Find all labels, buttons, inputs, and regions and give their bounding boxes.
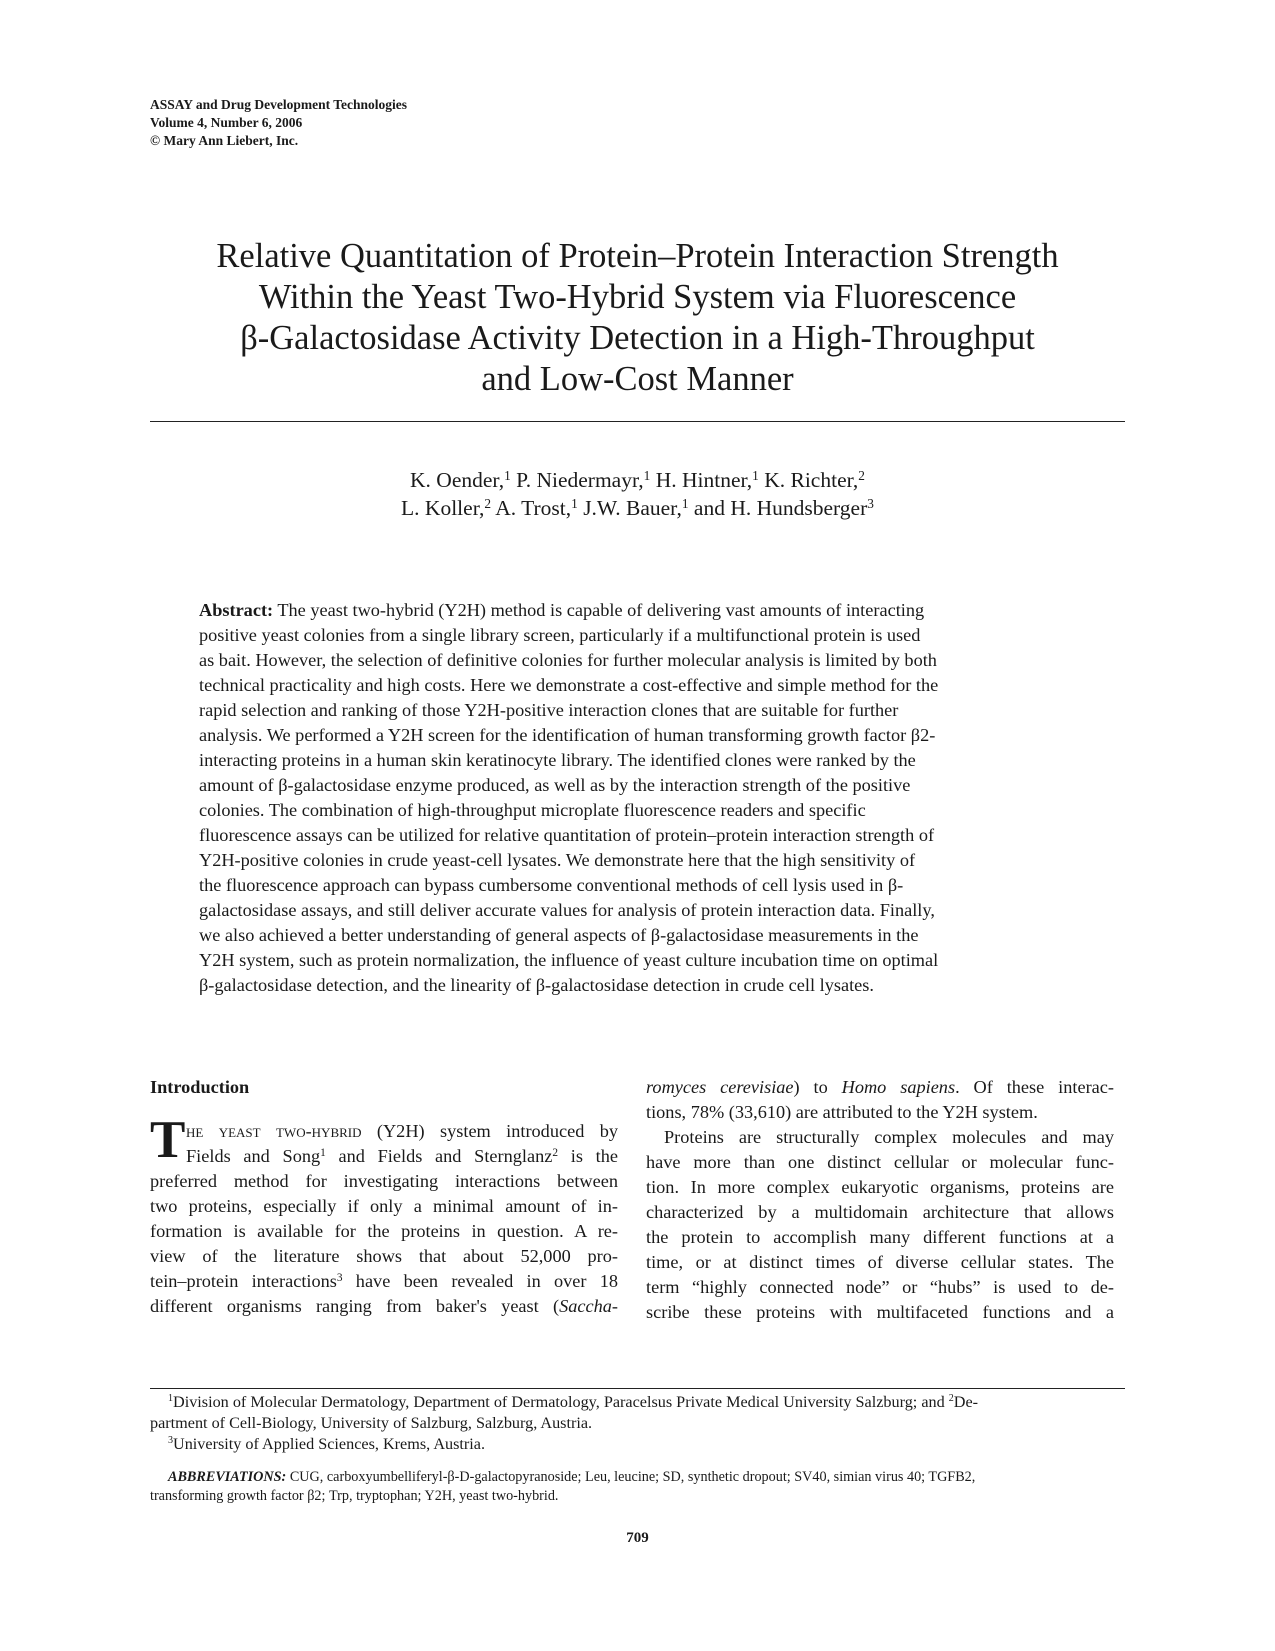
abstract-line: as bait. However, the selection of definitive colonies for further molecular analysis is limited by both bbox=[199, 650, 937, 670]
author-list bbox=[150, 466, 1125, 522]
abstract-line: we also achieved a better understanding of general aspects of β-galactosidase measurements in the bbox=[199, 925, 919, 945]
article-title bbox=[150, 236, 1125, 400]
body-text: tein–protein interactions bbox=[150, 1271, 337, 1291]
affiliation-mark: 1 bbox=[643, 467, 651, 483]
body-line: the protein to accomplish many different functions at a bbox=[646, 1227, 1114, 1247]
author-line-2 bbox=[150, 494, 1125, 522]
author-name: K. Richter, bbox=[758, 468, 859, 492]
affiliation-mark: 1 bbox=[504, 467, 511, 483]
footnote-text: De- bbox=[953, 1393, 979, 1411]
reference-mark: 2 bbox=[552, 1146, 559, 1159]
body-text: have been revealed in over 18 bbox=[342, 1271, 618, 1291]
abstract-text: The yeast two-hybrid (Y2H) method is capable of delivering vast amounts of interacting bbox=[273, 600, 925, 620]
italic-text: Saccha- bbox=[559, 1296, 618, 1316]
footnote-line bbox=[150, 1434, 1125, 1455]
abstract-line: fluorescence assays can be utilized for relative quantitation of protein–protein interaction strength of bbox=[199, 825, 935, 845]
body-text: different organisms ranging from baker's yeast ( bbox=[150, 1296, 560, 1316]
body-line: time, or at distinct times of diverse cellular states. The bbox=[646, 1252, 1114, 1272]
body-text: is the bbox=[558, 1146, 618, 1166]
footnote-divider bbox=[150, 1388, 1125, 1389]
author-name: K. Oender, bbox=[410, 468, 505, 492]
abstract-line: analysis. We performed a Y2H screen for the identification of human transforming growth factor β2- bbox=[199, 725, 936, 745]
abstract bbox=[199, 598, 1079, 998]
footnote-text: University of Applied Sciences, Krems, Austria. bbox=[173, 1435, 486, 1453]
author-name: L. Koller, bbox=[401, 496, 485, 520]
body-line: preferred method for investigating interactions between bbox=[150, 1171, 618, 1191]
abstract-line: colonies. The combination of high-throughput microplate fluorescence readers and specific bbox=[199, 800, 866, 820]
journal-volume: Volume 4, Number 6, 2006 bbox=[150, 115, 303, 130]
body-text: ) to bbox=[793, 1077, 842, 1097]
affiliation-mark: 2 bbox=[484, 495, 492, 511]
journal-copyright: © Mary Ann Liebert, Inc. bbox=[150, 133, 299, 148]
footnote-line: partment of Cell-Biology, University of Salzburg, Salzburg, Austria. bbox=[150, 1414, 593, 1432]
affiliation-mark: 1 bbox=[752, 467, 759, 483]
section-heading: Introduction bbox=[150, 1077, 250, 1097]
body-line bbox=[150, 1294, 618, 1319]
body-column-right bbox=[646, 1075, 1114, 1325]
title-line: and Low-Cost Manner bbox=[481, 360, 794, 398]
body-line bbox=[150, 1144, 618, 1169]
body-line: view of the literature shows that about 52,000 pro- bbox=[150, 1246, 618, 1266]
affiliation-mark: 3 bbox=[168, 1435, 174, 1447]
italic-text: Homo sapiens bbox=[841, 1077, 956, 1097]
body-line: have more than one distinct cellular or molecular func- bbox=[646, 1152, 1114, 1172]
reference-mark: 3 bbox=[336, 1271, 343, 1284]
abstract-line bbox=[199, 598, 1079, 623]
affiliation-mark: 2 bbox=[858, 467, 865, 483]
reference-mark: 1 bbox=[320, 1146, 326, 1159]
body-column-left bbox=[150, 1075, 618, 1319]
body-line: formation is available for the proteins in question. A re- bbox=[150, 1221, 618, 1241]
italic-text: romyces cerevisiae bbox=[646, 1077, 794, 1097]
abbreviation-line bbox=[150, 1468, 1125, 1487]
abstract-line: positive yeast colonies from a single library screen, particularly if a multifunctional protein is used bbox=[199, 625, 921, 645]
body-text: . Of these interac- bbox=[955, 1077, 1114, 1097]
abstract-line: technical practicality and high costs. Here we demonstrate a cost-effective and simple method for the bbox=[199, 675, 939, 695]
author-line-1 bbox=[150, 466, 1125, 494]
author-name: H. Hintner, bbox=[650, 468, 753, 492]
author-name: J.W. Bauer, bbox=[577, 496, 682, 520]
author-name: P. Niedermayr, bbox=[510, 468, 644, 492]
affiliation-mark: 2 bbox=[948, 1393, 954, 1405]
body-line: tions, 78% (33,610) are attributed to the Y2H system. bbox=[646, 1102, 1038, 1122]
title-line: β-Galactosidase Activity Detection in a High-Throughput bbox=[240, 319, 1035, 357]
abstract-line: the fluorescence approach can bypass cumbersome conventional methods of cell lysis used in β- bbox=[199, 875, 904, 895]
footnote-text: Division of Molecular Dermatology, Department of Dermatology, Paracelsus Private Medical University Salzburg; and bbox=[173, 1393, 949, 1411]
body-line: tion. In more complex eukaryotic organisms, proteins are bbox=[646, 1177, 1114, 1197]
body-text: and Fields and Sternglanz bbox=[325, 1146, 553, 1166]
abstract-line: interacting proteins in a human skin keratinocyte library. The identified clones were ranked by the bbox=[199, 750, 916, 770]
body-line: two proteins, especially if only a minimal amount of in- bbox=[150, 1196, 618, 1216]
abstract-line: Y2H-positive colonies in crude yeast-cell lysates. We demonstrate here that the high sensitivity of bbox=[199, 850, 916, 870]
abstract-label: Abstract: bbox=[199, 600, 274, 620]
footnote-line bbox=[150, 1392, 1125, 1413]
abbreviations bbox=[150, 1468, 1125, 1506]
body-line: characterized by a multidomain architecture that allows bbox=[646, 1202, 1114, 1222]
affiliation-mark: 3 bbox=[867, 495, 874, 511]
smallcaps-text: he yeast two-hybrid bbox=[186, 1121, 362, 1141]
body-line: Proteins are structurally complex molecules and may bbox=[664, 1127, 1114, 1147]
body-line: term “highly connected node” or “hubs” is used to de- bbox=[646, 1277, 1114, 1297]
abstract-line: galactosidase assays, and still deliver accurate values for analysis of protein interaction data. Finally, bbox=[199, 900, 935, 920]
author-name: and H. Hundsberger bbox=[688, 496, 868, 520]
title-line: Relative Quantitation of Protein–Protein Interaction Strength bbox=[216, 237, 1059, 275]
body-text: Fields and Song bbox=[186, 1146, 321, 1166]
abbreviation-line: transforming growth factor β2; Trp, tryptophan; Y2H, yeast two-hybrid. bbox=[150, 1488, 559, 1504]
affiliation-mark: 1 bbox=[571, 495, 578, 511]
journal-name: ASSAY and Drug Development Technologies bbox=[150, 97, 408, 112]
abstract-line: rapid selection and ranking of those Y2H-positive interaction clones that are suitable for further bbox=[199, 700, 899, 720]
footnotes bbox=[150, 1392, 1125, 1455]
body-line bbox=[150, 1269, 618, 1294]
drop-cap: T bbox=[150, 1111, 186, 1169]
page-number: 709 bbox=[626, 1530, 649, 1546]
abbreviation-text: CUG, carboxyumbelliferyl-β-D-galactopyranoside; Leu, leucine; SD, synthetic dropout; SV40, simian virus 40; TGFB2, bbox=[286, 1469, 976, 1485]
abstract-line: β-galactosidase detection, and the linearity of β-galactosidase detection in crude cell lysates. bbox=[199, 975, 874, 995]
affiliation-mark: 1 bbox=[168, 1393, 174, 1405]
abstract-line: Y2H system, such as protein normalization, the influence of yeast culture incubation time on optimal bbox=[199, 950, 939, 970]
body-text: (Y2H) system introduced by bbox=[361, 1121, 618, 1141]
journal-header bbox=[150, 96, 407, 150]
affiliation-mark: 1 bbox=[681, 495, 689, 511]
author-name: A. Trost, bbox=[491, 496, 572, 520]
body-line bbox=[646, 1075, 1114, 1100]
abbreviations-label: ABBREVIATIONS: bbox=[168, 1469, 287, 1485]
title-divider bbox=[150, 421, 1125, 422]
title-line: Within the Yeast Two-Hybrid System via Fluorescence bbox=[258, 278, 1017, 316]
abstract-line: amount of β-galactosidase enzyme produced, as well as by the interaction strength of the positive bbox=[199, 775, 911, 795]
body-line: scribe these proteins with multifaceted functions and a bbox=[646, 1302, 1114, 1322]
